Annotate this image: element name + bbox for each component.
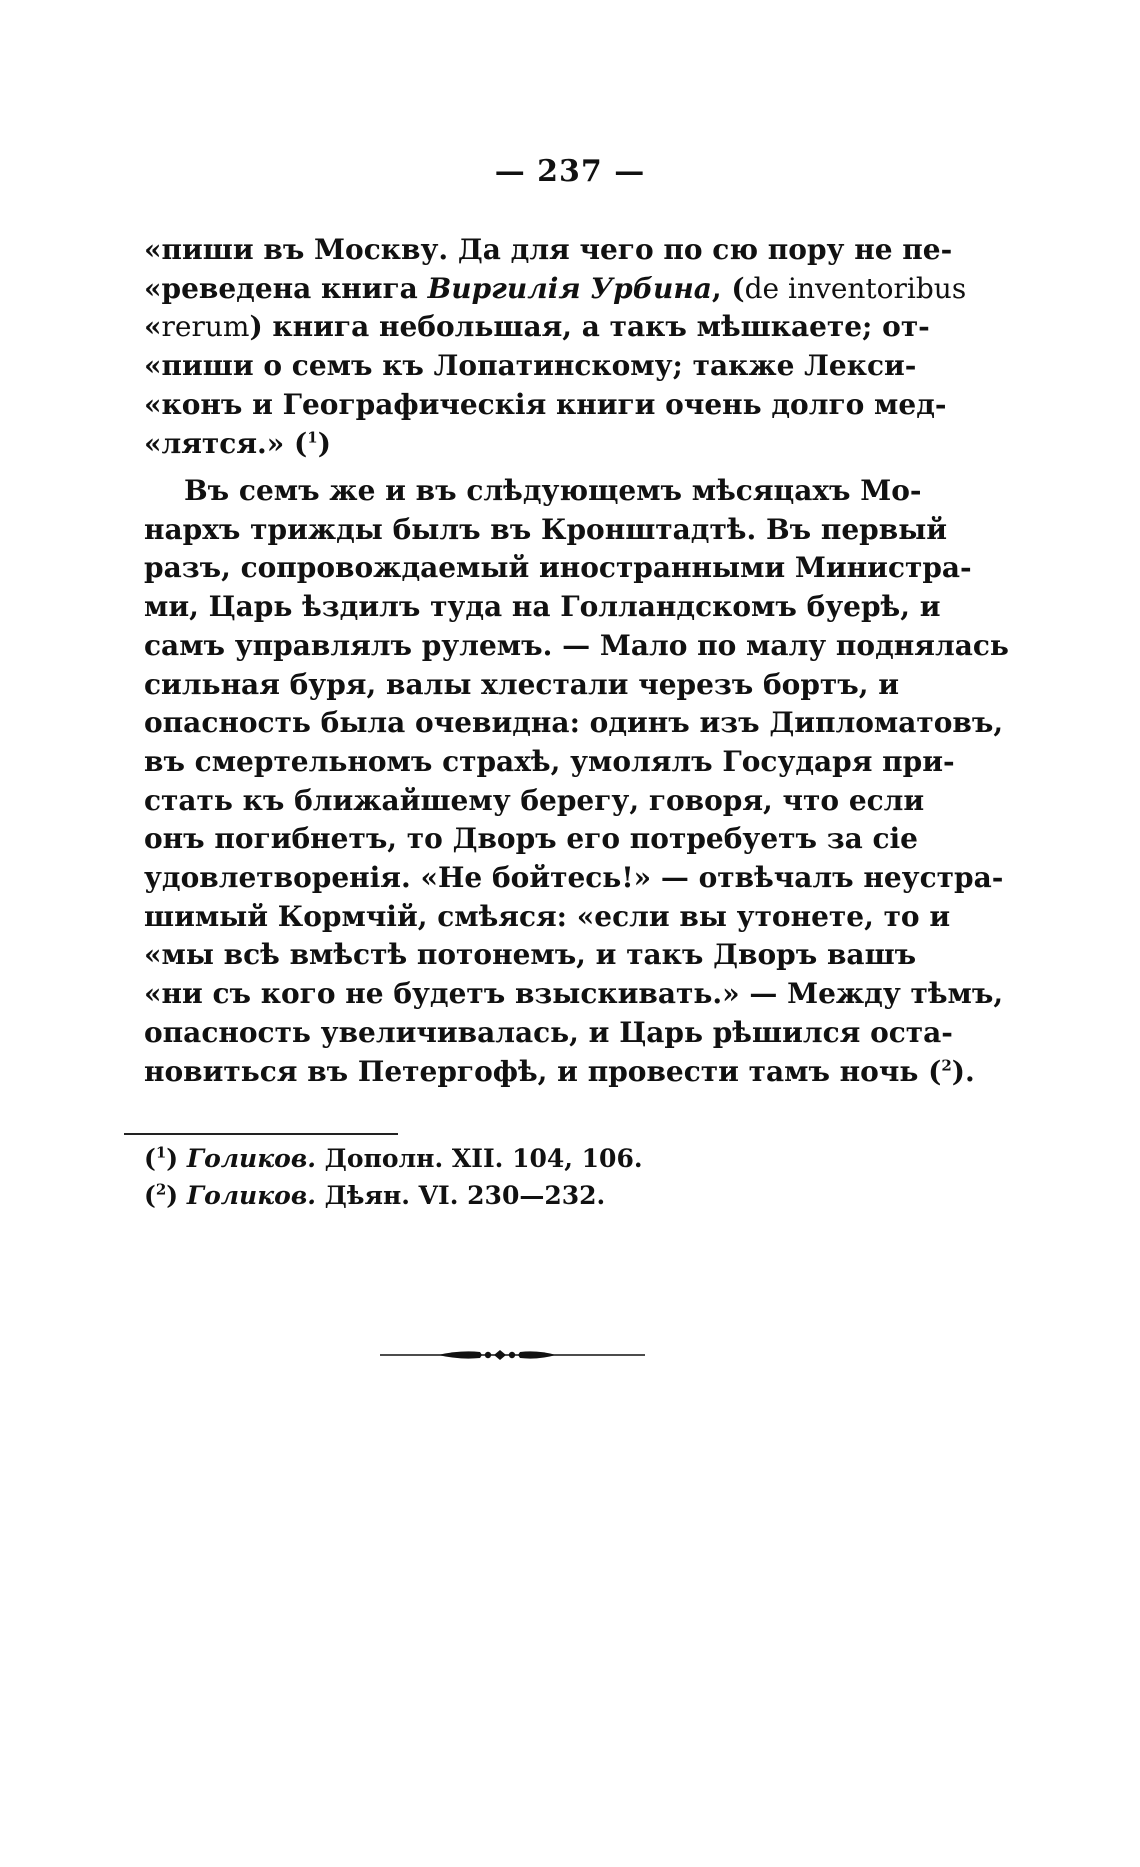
footnote-author: Голиков. [186,1181,316,1210]
footnote [144,1140,896,1177]
text-line: ми, Царь ѣздилъ туда на Голландскомъ буерѣ, и [144,590,941,624]
footnote-mark: 1 [155,1143,167,1162]
footnote-reference: Дополн. XII. 104, 106. [315,1144,643,1173]
footnote-ref[interactable]: 1 [307,428,318,447]
text-line: «ни съ кого не будетъ взыскивать.» — Между тѣмъ, [144,977,1004,1011]
text-line: «конъ и Географическія книги очень долго мед- [144,387,947,421]
footnote-paren: ( [144,1144,156,1173]
text-line: стать къ ближайшему берегу, говоря, что если [144,783,925,817]
text-line: сильная буря, валы хлестали черезъ бортъ, и [144,667,900,701]
text-run: «реведена книга [144,271,428,305]
text-run: « [144,310,162,344]
ornament-dot [509,1352,515,1358]
text-line: «пиши о семъ къ Лопатинскому; также Лекси- [144,349,917,383]
text-line: опасность увеличивалась, и Царь рѣшился оста- [144,1015,953,1049]
end-ornament [380,1347,645,1363]
text-line: Въ семъ же и въ слѣдующемъ мѣсяцахъ Мо- [184,474,922,507]
page-number: — 237 — [494,154,646,189]
ornament-right-swell [518,1351,556,1358]
latin-text: rerum [161,310,250,344]
text-line: «мы всѣ вмѣстѣ потонемъ, и такъ Дворъ вашъ [144,938,917,972]
text-line: нархъ трижды былъ въ Кронштадтѣ. Въ первый [144,512,948,546]
text-line: онъ погибнетъ, то Дворъ его потребуетъ за сіе [144,822,918,856]
italic-title: Виргилія Урбина [427,271,712,305]
footnote-paren: ) [166,1144,187,1173]
footnote-ref[interactable]: 2 [941,1056,952,1075]
ornament-dot [485,1352,491,1358]
text-line [144,1053,975,1092]
footnote-paren: ) [166,1181,187,1210]
text-run: «лятся.» ( [144,426,308,460]
text-line: шимый Кормчій, смѣяся: «если вы утонете, то и [144,899,951,933]
footnote-reference: Дѣян. VI. 230—232. [315,1181,606,1210]
text-line: «пиши въ Москву. Да для чего по сю пору не пе- [144,233,953,266]
text-run: ) книга небольшая, а такъ мѣшкаете; от- [249,310,930,344]
footnote [144,1177,896,1214]
footnote-paren: ( [144,1181,156,1210]
letter-quote [144,231,967,463]
ornament-left-swell [438,1351,482,1358]
text-line: удовлетворенія. «Не бойтесь!» — отвѣчалъ неустра- [144,861,1004,895]
narrative-paragraph [144,472,1009,1091]
footnote-mark: 2 [155,1180,167,1199]
latin-text: de inventoribus [744,271,967,305]
text-line: опасность была очевидна: одинъ изъ Дипломатовъ, [144,706,1004,740]
footnote-author: Голиков. [186,1144,316,1173]
text-line: въ смертельномъ страхѣ, умолялъ Государя при- [144,744,955,778]
text-run: новиться въ Петергофѣ, и провести тамъ ночь ( [144,1054,942,1088]
text-run: , ( [711,271,745,305]
footnotes [144,1140,896,1214]
text-line: самъ управлялъ рулемъ. — Мало по малу поднялась [144,628,1009,662]
text-run: ) [317,426,331,460]
ornament-diamond [494,1350,506,1360]
text-line [144,270,967,309]
text-line [144,308,930,347]
text-run: ). [951,1054,975,1088]
text-line [144,425,896,464]
text-line: разъ, сопровождаемый иностранными Министра- [144,551,972,585]
footnote-rule [124,1133,398,1135]
